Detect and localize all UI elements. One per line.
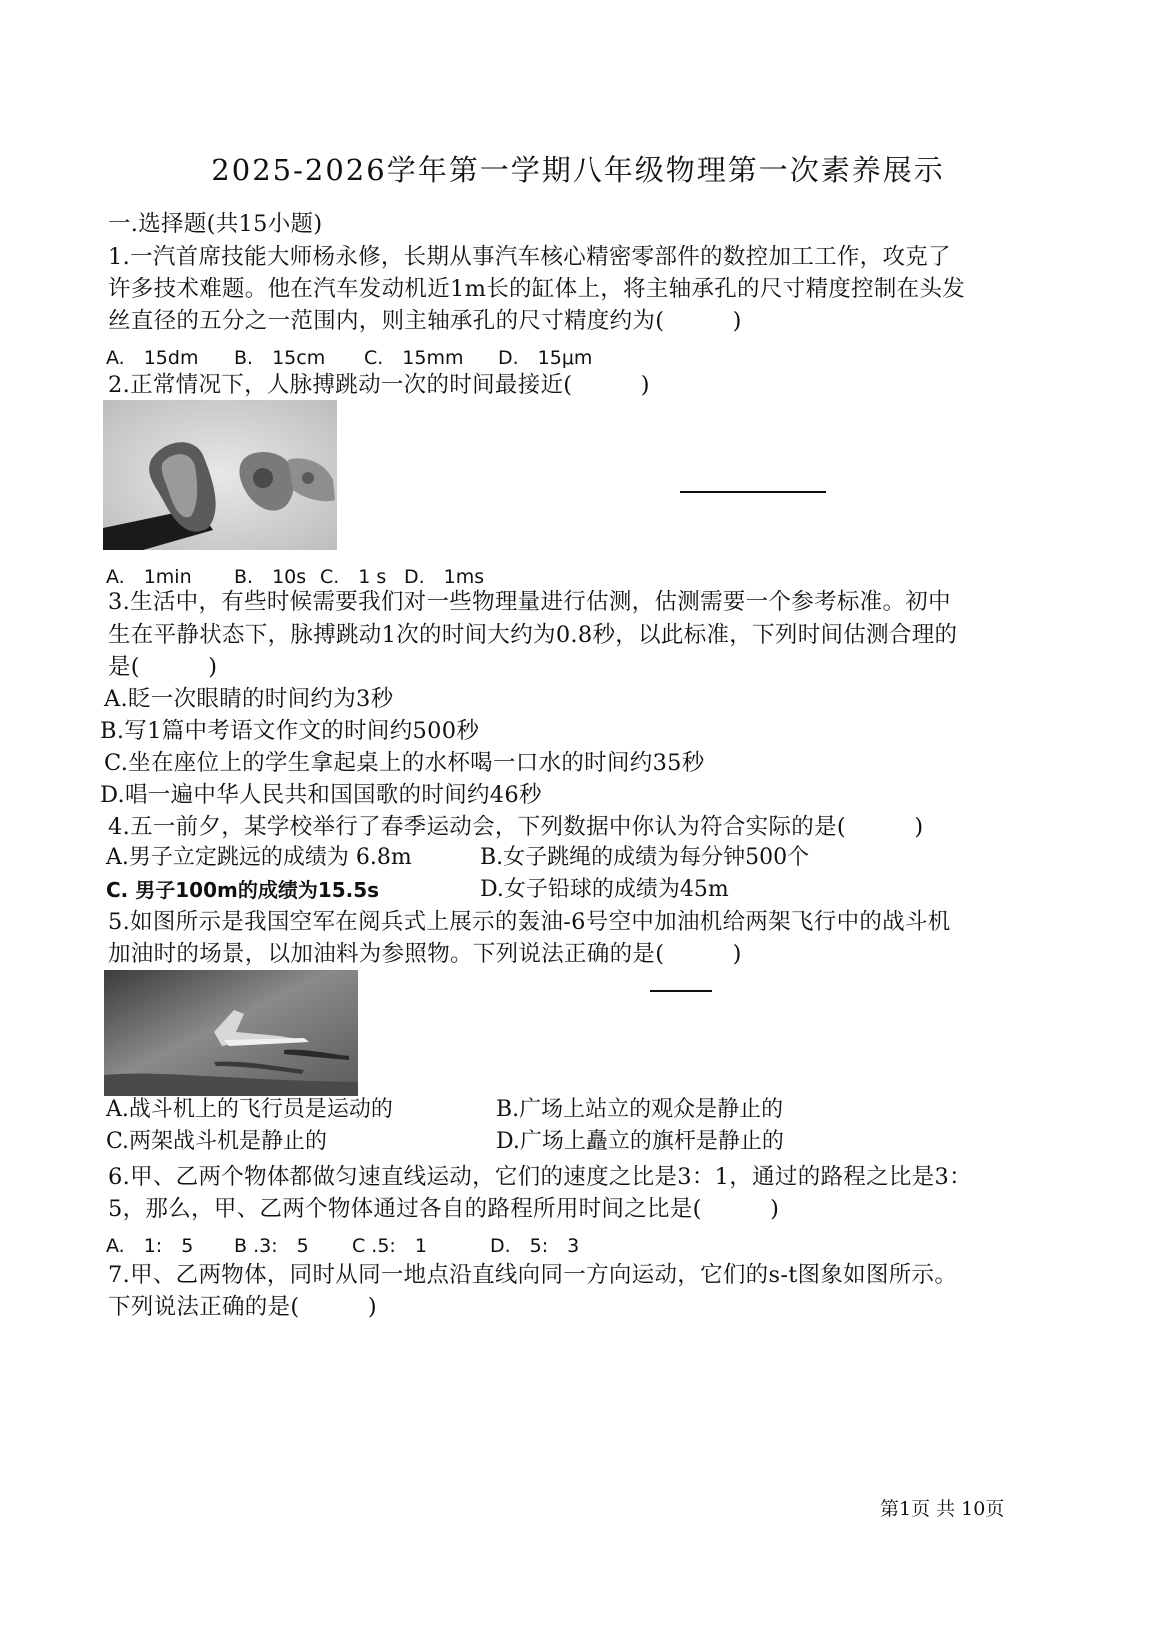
q6-line-1: 6.甲、乙两个物体都做匀速直线运动，它们的速度之比是3：1，通过的路程之比是3： xyxy=(108,1164,972,1190)
q4-option-a[interactable]: A.男子立定跳远的成绩为 6.8m xyxy=(106,845,412,870)
q5-option-c[interactable]: C.两架战斗机是静止的 xyxy=(106,1129,328,1154)
q5-line-2: 加油时的场景，以加油料为参照物。下列说法正确的是( ) xyxy=(108,941,742,967)
jets-photo-icon xyxy=(104,970,358,1096)
answer-line-short xyxy=(650,990,712,992)
q4-option-c[interactable]: C. 男子100m的成绩为15.5s xyxy=(106,878,380,902)
q2-option-c[interactable]: C. 1 s xyxy=(320,566,387,588)
section-heading: 一.选择题(共15小题) xyxy=(108,211,323,237)
q4-option-b[interactable]: B.女子跳绳的成绩为每分钟500个 xyxy=(480,845,810,870)
q1-line-3: 丝直径的五分之一范围内，则主轴承孔的尺寸精度约为( ) xyxy=(108,308,742,334)
q4-stem: 4.五一前夕，某学校举行了春季运动会，下列数据中你认为符合实际的是( ) xyxy=(108,814,924,840)
q1-option-c[interactable]: C. 15mm xyxy=(364,347,464,369)
hand-pulse-photo xyxy=(103,400,337,550)
q5-option-d[interactable]: D.广场上矗立的旗杆是静止的 xyxy=(496,1129,784,1154)
q2-option-a[interactable]: A. 1min xyxy=(106,566,192,588)
q3-option-a[interactable]: A.眨一次眼睛的时间约为3秒 xyxy=(104,686,394,712)
q3-line-1: 3.生活中，有些时候需要我们对一些物理量进行估测，估测需要一个参考标准。初中 xyxy=(108,589,951,615)
q2-option-d[interactable]: D. 1ms xyxy=(404,566,485,588)
q6-option-c[interactable]: C .5: 1 xyxy=(352,1235,427,1257)
q1-line-1: 1.一汽首席技能大师杨永修，长期从事汽车核心精密零部件的数控加工工作，攻克了 xyxy=(108,244,951,270)
q3-option-c[interactable]: C.坐在座位上的学生拿起桌上的水杯喝一口水的时间约35秒 xyxy=(104,750,705,776)
q1-option-b[interactable]: B. 15cm xyxy=(234,347,326,369)
q7-line-1: 7.甲、乙两物体，同时从同一地点沿直线向同一方向运动，它们的s-t图象如图所示。 xyxy=(108,1262,958,1288)
q3-line-3: 是( ) xyxy=(108,654,218,680)
aerial-refueling-photo xyxy=(104,970,358,1096)
q1-option-d[interactable]: D. 15μm xyxy=(498,347,593,369)
q1-line-2: 许多技术难题。他在汽车发动机近1m长的缸体上，将主轴承孔的尺寸精度控制在头发 xyxy=(108,276,966,302)
q5-line-1: 5.如图所示是我国空军在阅兵式上展示的轰油-6号空中加油机给两架飞行中的战斗机 xyxy=(108,909,951,935)
q6-line-2: 5，那么，甲、乙两个物体通过各自的路程所用时间之比是( ) xyxy=(108,1196,780,1222)
q2-option-b[interactable]: B. 10s xyxy=(234,566,307,588)
q2-stem: 2.正常情况下，人脉搏跳动一次的时间最接近( ) xyxy=(108,372,650,398)
q3-line-2: 生在平静状态下，脉搏跳动1次的时间大约为0.8秒，以此标准，下列时间估测合理的 xyxy=(108,622,958,648)
q5-option-a[interactable]: A.战斗机上的飞行员是运动的 xyxy=(106,1097,393,1122)
q1-option-a[interactable]: A. 15dm xyxy=(106,347,199,369)
q6-option-d[interactable]: D. 5: 3 xyxy=(490,1235,580,1257)
page-footer: 第1页 共 10页 xyxy=(880,1498,1005,1520)
q3-option-b[interactable]: B.写1篇中考语文作文的时间约500秒 xyxy=(100,718,480,744)
q6-option-b[interactable]: B .3: 5 xyxy=(234,1235,309,1257)
q3-option-d[interactable]: D.唱一遍中华人民共和国国歌的时间约46秒 xyxy=(100,782,542,808)
page-title: 2025-2026学年第一学期八年级物理第一次素养展示 xyxy=(211,153,945,187)
q7-line-2: 下列说法正确的是( ) xyxy=(108,1294,377,1320)
answer-line xyxy=(680,491,826,493)
hand-photo-icon xyxy=(103,400,337,550)
q6-option-a[interactable]: A. 1: 5 xyxy=(106,1235,194,1257)
q5-option-b[interactable]: B.广场上站立的观众是静止的 xyxy=(496,1097,784,1122)
q4-option-d[interactable]: D.女子铅球的成绩为45m xyxy=(480,877,729,902)
